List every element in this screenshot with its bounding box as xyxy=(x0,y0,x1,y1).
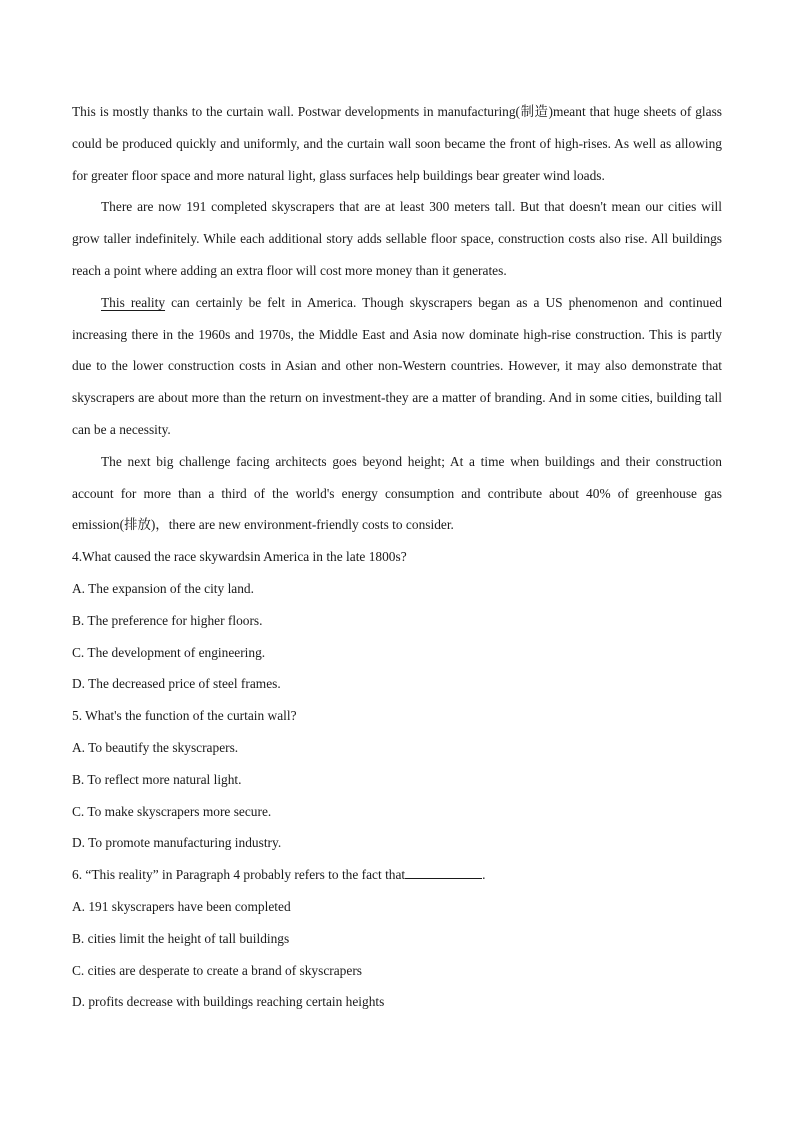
option-c: C. cities are desperate to create a brand of skyscrapers xyxy=(72,962,362,978)
question-stem-line xyxy=(72,859,722,891)
option-a: A. 191 skyscrapers have been completed xyxy=(72,898,291,914)
question-6 xyxy=(72,859,722,1018)
option-d: D. To promote manufacturing industry. xyxy=(72,835,282,851)
paragraph-text: can certainly be felt in America. Though skyscrapers began as a US phenomenon and continued increasing there in the 1960s and 1970s, the Middle East and Asia now dominate high-rise construction. This is partly due to the lower construction costs in Asian and other non-Western countries. However, it may also demonstrate that skyscrapers are about more than the return on investment-they are a matter of branding. And in some cities, building tall can be a necessity. xyxy=(72,294,722,437)
option-a: A. The expansion of the city land. xyxy=(72,580,254,596)
question-stem: 5. What's the function of the curtain wall? xyxy=(72,708,297,724)
option-c: C. The development of engineering. xyxy=(72,644,266,660)
question-5 xyxy=(72,700,722,859)
option-c: C. To make skyscrapers more secure. xyxy=(72,803,272,819)
paragraph-curtain-wall: This is mostly thanks to the curtain wall. Postwar developments in manufacturing(制造)meant that huge sheets of glass could be produced quickly and uniformly, and the curtain wall soon became the front of high-rises. As well as allowing for greater floor space and more natural light, glass surfaces help buildings bear greater wind loads. xyxy=(72,104,722,183)
option-d: D. The decreased price of steel frames. xyxy=(72,676,281,692)
answer-blank xyxy=(405,866,482,879)
option-b: B. The preference for higher floors. xyxy=(72,612,263,628)
stem-end: . xyxy=(482,867,486,883)
question-stem: 6. “This reality” in Paragraph 4 probably refers to the fact that xyxy=(72,867,406,883)
option-b: B. cities limit the height of tall buildings xyxy=(72,930,290,946)
paragraph-next-challenge: The next big challenge facing architects goes beyond height; At a time when buildings and their construction account for more than a third of the world's energy consumption and contribute about 40% of greenhouse gas emission(排放)，there are new environment-friendly costs to consider. xyxy=(72,453,722,533)
paragraph-this-reality xyxy=(72,287,722,446)
question-stem: 4.What caused the race skywardsin America in the late 1800s? xyxy=(72,549,407,565)
option-b: B. To reflect more natural light. xyxy=(72,771,242,787)
paragraph-191-skyscrapers: There are now 191 completed skyscrapers that are at least 300 meters tall. But that doesn't mean our cities will grow taller indefinitely. While each additional story adds sellable floor space, construction costs also rise. All buildings reach a point where adding an extra floor will cost more money than it generates. xyxy=(72,199,722,278)
document-page xyxy=(72,96,722,1018)
question-4 xyxy=(72,541,722,700)
option-d: D. profits decrease with buildings reaching certain heights xyxy=(72,994,385,1010)
option-a: A. To beautify the skyscrapers. xyxy=(72,739,239,755)
underlined-phrase: This reality xyxy=(101,294,166,310)
